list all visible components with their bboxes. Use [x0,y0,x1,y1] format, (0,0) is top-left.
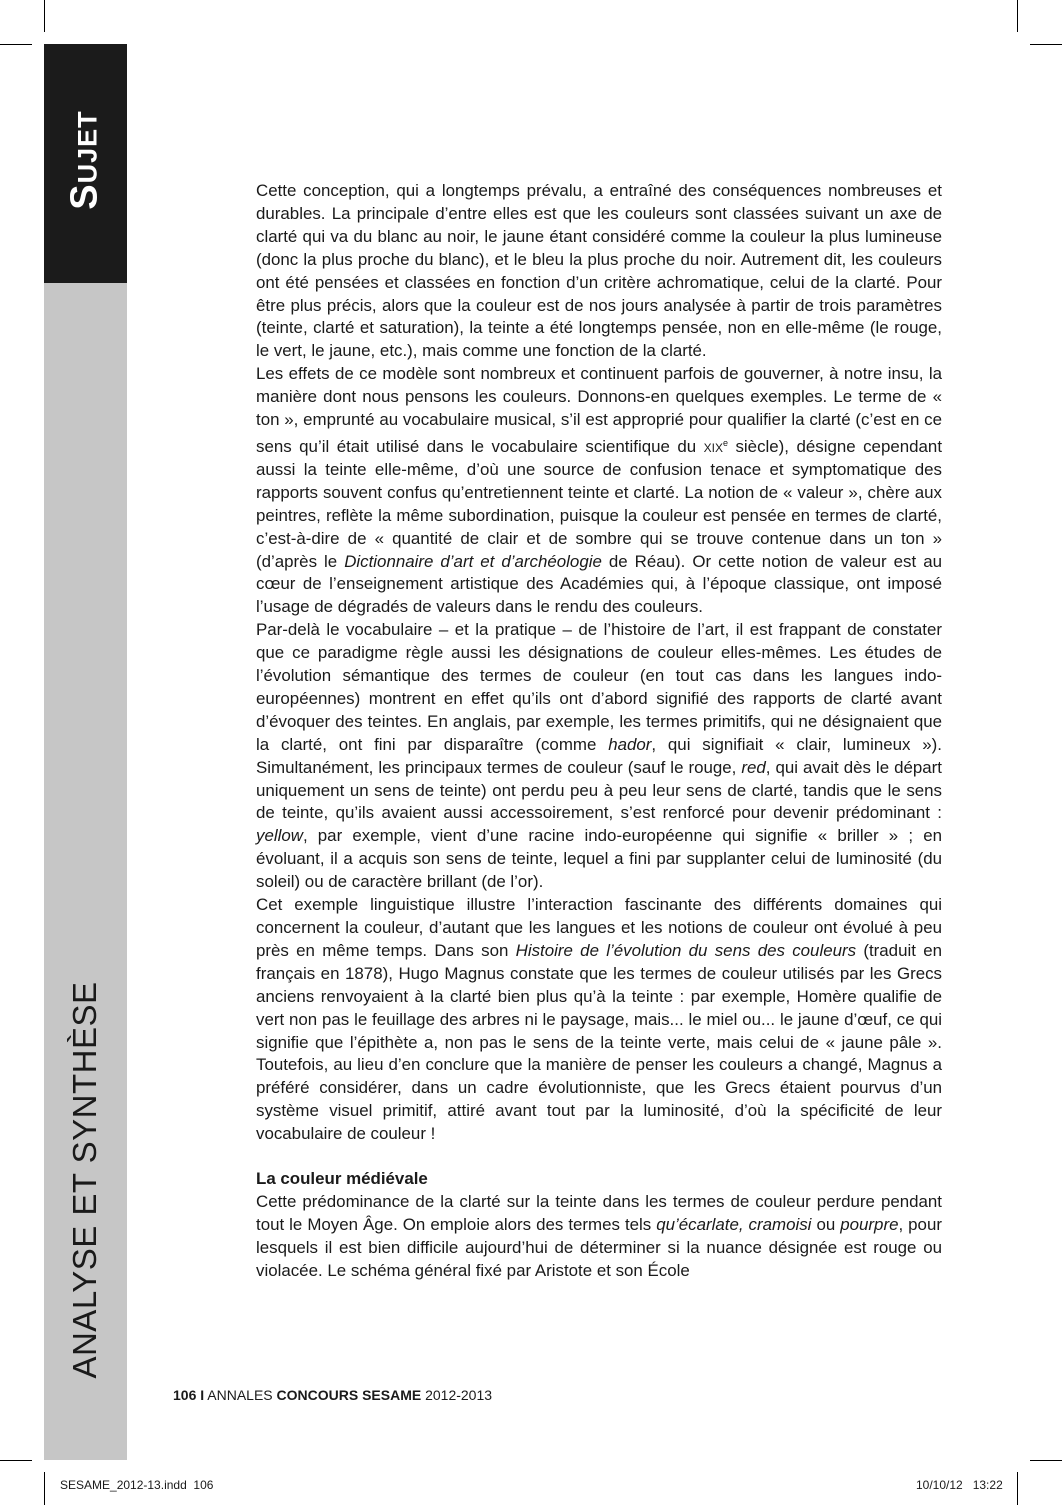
crop-mark [1030,44,1062,45]
paragraph: Les effets de ce modèle sont nombreux et continuent parfois de gouverner, à notre insu, la manière dont nous pensons les couleurs. Donnons-en quelques exemples. Le terme de « ton », emprunté au vocabulaire musical, s’il est approprié pour qualifier la clarté (c’est en ce sens qu’il était utilisé dans le vocabulaire scientifique du xix$^e$ siècle), désigne cependant aussi la teinte elle-même, d’où une source de confusion tenace et symptomatique des rapports souvent confus qu’entretiennent teinte et clarté. La notion de « valeur », chère aux peintres, reflète la même subordination, puisque la couleur est pensée en termes de clarté, c’est-à-dire de « quantité de clair et de sombre qui se trouve contenue dans un ton » (d’après le Dictionnaire d’art et d’archéologie de Réau). Or cette notion de valeur est au cœur de l’enseignement artistique des Académies qui, à l’époque classique, ont imposé l’usage de dégradés de valeurs dans le rendu des couleurs. [256,364,943,617]
footer-annales: ANNALES [207,1387,273,1403]
slug-filename: SESAME_2012-13.indd 106 [60,1478,214,1492]
page-number: 106 I [173,1387,205,1403]
crop-mark [0,1460,32,1461]
section-label-sujet: Sujet [63,110,106,210]
section-label-analyse: ANALYSE ET SYNTHÈSE [66,981,103,1379]
section-heading: La couleur médiévale [256,1169,428,1189]
slug-datetime: 10/10/12 13:22 [916,1478,1003,1492]
paragraph: Cette prédominance de la clarté sur la teinte dans les termes de couleur perdure pendant tout le Moyen Âge. On emploie alors des termes tels qu’écarlate, cramoisi ou pourpre, pour lesquels il est bien difficile aujourd’hui de déterminer si la nuance désignée est rouge ou violacée. Le schéma général fixé par Aristote et son École [256,1191,942,1280]
crop-mark [44,0,45,32]
crop-mark [0,44,32,45]
article-body [256,180,942,1283]
paragraph: Cette conception, qui a longtemps prévalu, a entraîné des conséquences nombreuses et durables. La principale d’entre elles est que les couleurs sont classées suivant un axe de clarté qui va du blanc au noir, le jaune étant considéré comme la couleur la plus lumineuse (donc la plus proche du blanc), et le bleu la plus proche du noir. Autrement dit, les couleurs ont été pensées et classées en fonction d’un critère achromatique, celui de la clarté. Pour être plus précis, alors que la couleur est de nos jours analysée à partir de trois paramètres (teinte, clarté et saturation), la teinte a été longtemps pensée, non en elle-même (le rouge, le vert, le jaune, etc.), mais comme une fonction de la clarté. [256,181,942,361]
footer-years: 2012-2013 [425,1387,493,1403]
paragraph: Par-delà le vocabulaire – et la pratique – de l’histoire de l’art, il est frappant de constater que ce paradigme règle aussi les désignations de couleur elles-mêmes. Les études de l’évolution sémantique des termes de couleur (en tout cas dans les langues indo-européennes) montrent en effet qu’ils ont d’abord signifié des rapports de clarté avant d’évoquer des teintes. En anglais, par exemple, les termes primitifs, qui ne désignaient que la clarté, ont fini par disparaître (comme hador, qui signifiait « clair, lumineux »). Simultanément, les principaux termes de couleur (sauf le rouge, red, qui avait dès le départ uniquement un sens de teinte) ont perdu peu à peu leur sens de clarté, tandis que le sens de teinte, qu’ils avaient aussi accessoirement, s’est renforcé pour devenir prédominant : yellow, par exemple, vient d’une racine indo-européenne qui signifie « briller » ; en évoluant, il a acquis son sens de teinte, lequel a fini par supplanter celui de luminosité (du soleil) ou de caractère brillant (de l’or). [256,620,943,892]
crop-mark [1017,0,1018,32]
crop-mark [1017,1472,1018,1505]
crop-mark [44,1472,45,1505]
footer-concours: CONCOURS SESAME [276,1387,422,1403]
paragraph: Cet exemple linguistique illustre l’interaction fascinante des différents domaines qui concernent la couleur, d’autant que les langues et les notions de couleur ont évolué à peu près en même temps. Dans son Histoire de l’évolution du sens des couleurs (traduit en français en 1878), Hugo Magnus constate que les termes de couleur utilisés par les Grecs anciens renvoyaient à la clarté bien plus qu’à la teinte : par exemple, Homère qualifie de vert non pas le feuillage des arbres ni le paysage, mais... le miel ou... le jaune d’œuf, ce qui signifie que l’épithète a, non pas le sens de la teinte verte, mais celui de « jaune pâle ». Toutefois, au lieu d’en conclure que la manière de penser les couleurs a changé, Magnus a préféré considérer, dans un cadre évolutionniste, que les Grecs étaient pourvus d’un système visuel primitif, attiré avant tout par la luminosité, d’où la spécificité de leur vocabulaire de couleur ! [256,895,942,1144]
crop-mark [1030,1460,1062,1461]
page-footer [173,1387,492,1403]
